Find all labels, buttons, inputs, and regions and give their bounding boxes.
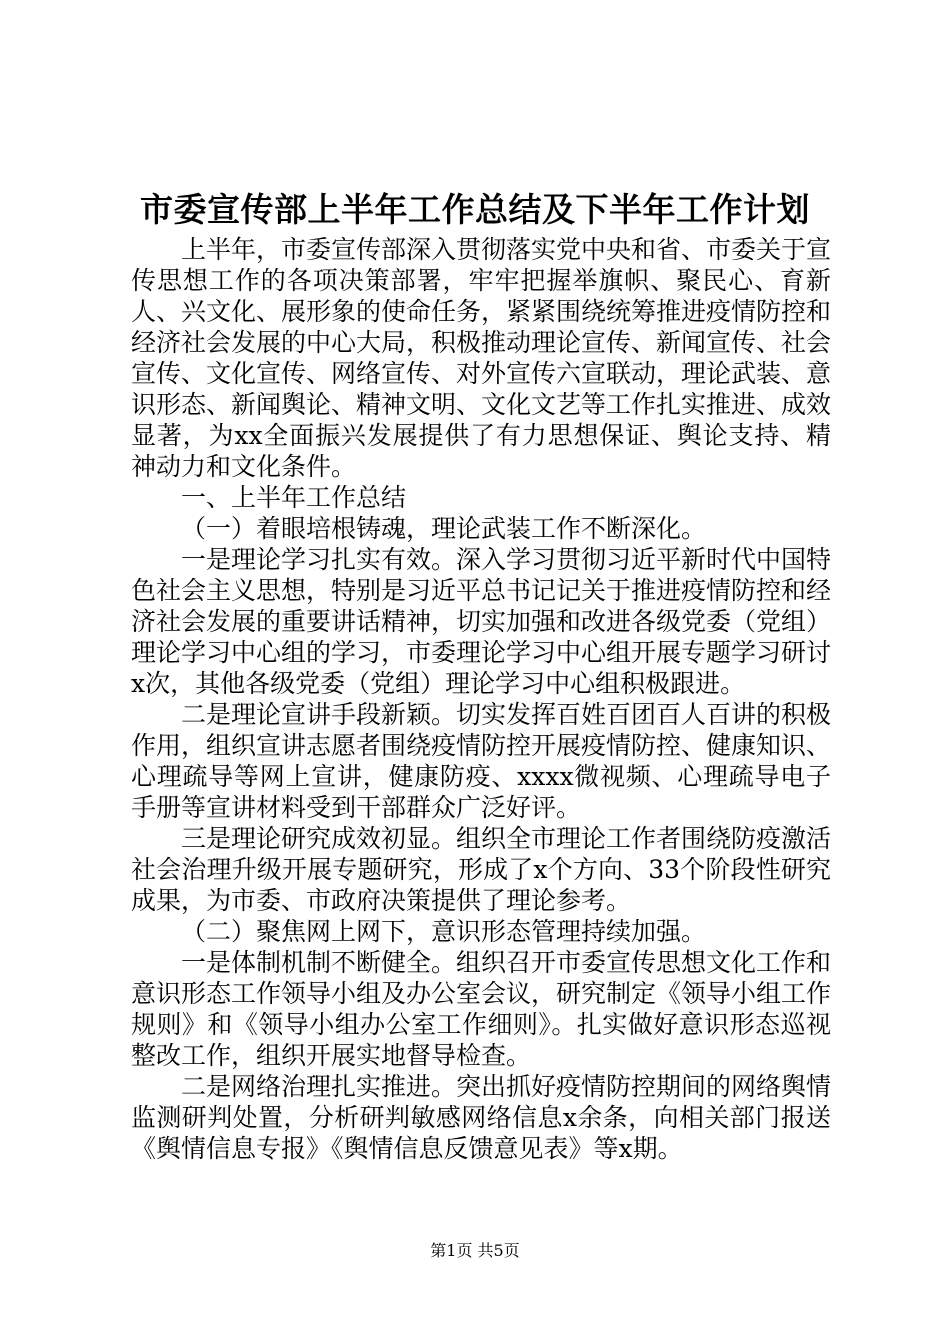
document-title: 市委宣传部上半年工作总结及下半年工作计划 [140,190,810,229]
page-number: 第1页 共5页 [430,1241,520,1260]
section-heading-1: 一、上半年工作总结 [181,483,407,512]
paragraph-theory-lecture: 二是理论宣讲手段新颖。切实发挥百姓百团百人百讲的积极作用，组织宣讲志愿者围绕疫情防控开展疫情防控、健康知识、心理疏导等网上宣讲，健康防疫、xxxx微视频、心理疏导电子手册等宣讲材料受到干部群众广泛好评。 [131,700,832,822]
subsection-heading-1: （一）着眼培根铸魂，理论武装工作不断深化。 [181,514,707,543]
paragraph-theory-research: 三是理论研究成效初显。组织全市理论工作者围绕防疫激活社会治理升级开展专题研究，形成了x个方向、33个阶段性研究成果，为市委、市政府决策提供了理论参考。 [131,824,832,915]
paragraph-intro: 上半年，市委宣传部深入贯彻落实党中央和省、市委关于宣传思想工作的各项决策部署，牢牢把握举旗帜、聚民心、育新人、兴文化、展形象的使命任务，紧紧围绕统筹推进疫情防控和经济社会发展的中心大局，积极推动理论宣传、新闻宣传、社会宣传、文化宣传、网络宣传、对外宣传六宣联动，理论武装、意识形态、新闻舆论、精神文明、文化文艺等工作扎实推进、成效显著，为xx全面振兴发展提供了有力思想保证、舆论支持、精神动力和文化条件。 [131,235,832,481]
paragraph-network-governance: 二是网络治理扎实推进。突出抓好疫情防控期间的网络舆情监测研判处置，分析研判敏感网络信息x余条，向相关部门报送《舆情信息专报》《舆情信息反馈意见表》等x期。 [131,1072,832,1163]
paragraph-theory-study: 一是理论学习扎实有效。深入学习贯彻习近平新时代中国特色社会主义思想，特别是习近平总书记记关于推进疫情防控和经济社会发展的重要讲话精神，切实加强和改进各级党委（党组）理论学习中心组的学习，市委理论学习中心组开展专题学习研讨x次，其他各级党委（党组）理论学习中心组积极跟进。 [131,545,832,698]
paragraph-mechanism: 一是体制机制不断健全。组织召开市委宣传思想文化工作和意识形态工作领导小组及办公室会议，研究制定《领导小组工作规则》和《领导小组办公室工作细则》。扎实做好意识形态巡视整改工作，组织开展实地督导检查。 [131,948,832,1070]
document-body [131,234,831,1164]
subsection-heading-2: （二）聚焦网上网下，意识形态管理持续加强。 [181,917,707,946]
